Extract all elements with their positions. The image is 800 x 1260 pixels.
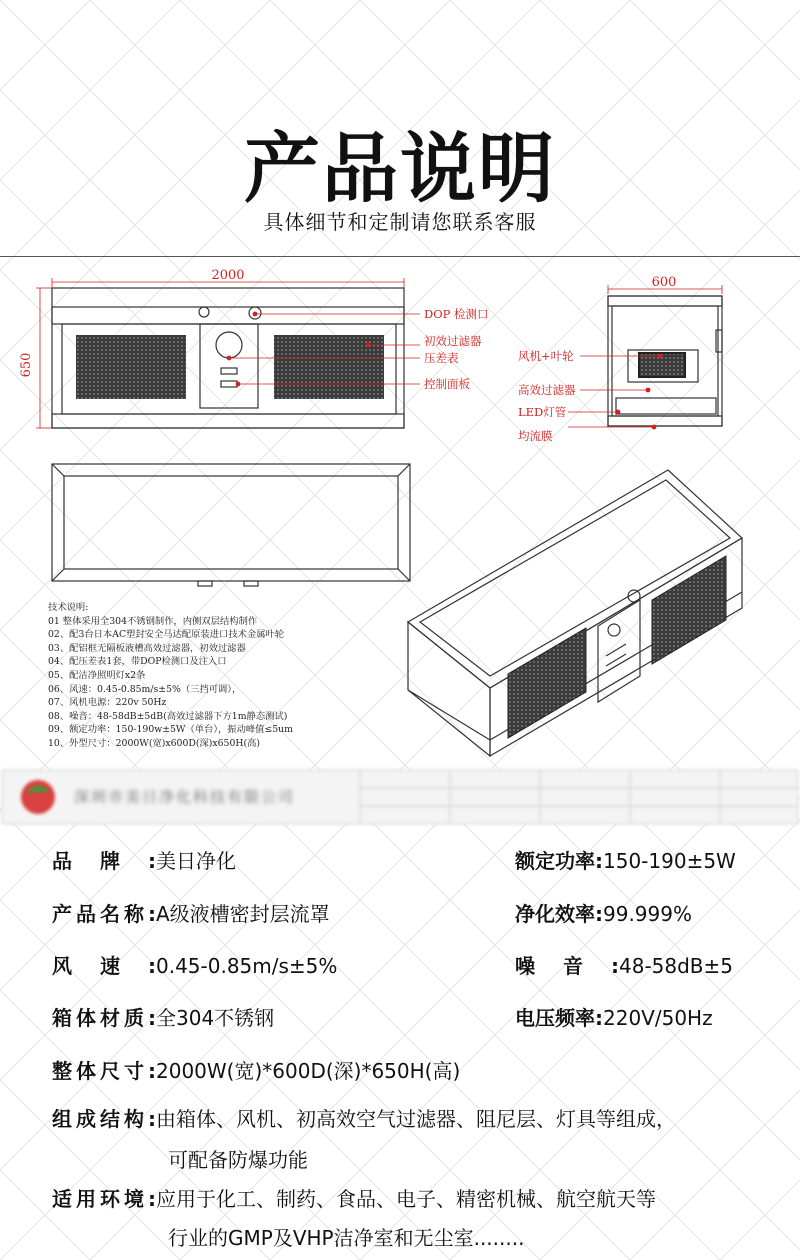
technical-notes [48, 601, 293, 751]
callout-led-tube: LED灯管 [518, 405, 567, 419]
spec-material [52, 1002, 274, 1031]
spec-label: 整体尺寸: [52, 1059, 156, 1083]
note-item: 03、配铝框无隔板液槽高效过滤器，初效过滤器 [48, 642, 246, 654]
spec-value: 0.45-0.85m/s±5% [156, 954, 338, 978]
spec-label: 噪音: [515, 954, 619, 978]
callout-primary-filter: 初效过滤器 [424, 334, 482, 348]
spec-structure [52, 1103, 676, 1132]
callout-control-panel: 控制面板 [424, 377, 470, 391]
spec-value: A级液槽密封层流罩 [156, 902, 330, 926]
note-item: 01 整体采用全304不锈钢制作，内侧双层结构制作 [48, 615, 258, 627]
spec-label: 电压频率: [515, 1006, 603, 1030]
front-grille-left [76, 335, 186, 399]
callout-fan-impeller: 风机+叶轮 [518, 349, 574, 363]
note-item: 08、噪音：48-58dB±5dB(高效过滤器下方1m静态测试) [48, 710, 288, 722]
spec-structure-line2: 可配备防爆功能 [168, 1148, 308, 1172]
spec-brand [52, 845, 236, 874]
spec-power [515, 845, 736, 874]
spec-value: 220V/50Hz [603, 1006, 713, 1030]
spec-value: 48-58dB±5 [619, 954, 734, 978]
note-item: 02、配3台日本AC塑封安全马达配原装进口技术金属叶轮 [48, 629, 285, 641]
spec-value: 全304不锈钢 [156, 1006, 275, 1030]
dim-depth-label: 600 [651, 275, 677, 290]
callout-hepa-filter: 高效过滤器 [518, 383, 576, 397]
spec-value: 美日净化 [156, 849, 236, 873]
spec-label: 品牌: [52, 849, 156, 873]
iso-grille-left [508, 628, 586, 738]
spec-value: 2000W(宽)*600D(深)*650H(高) [156, 1059, 461, 1083]
spec-product-name [52, 898, 330, 927]
spec-value: 由箱体、风机、初高效空气过滤器、阻尼层、灯具等组成， [156, 1107, 676, 1131]
spec-label: 额定功率: [515, 849, 603, 873]
spec-label: 箱体材质: [52, 1006, 156, 1030]
spec-label: 净化效率: [515, 902, 603, 926]
note-item: 06、风速：0.45-0.85m/s±5%（三挡可调）， [48, 683, 242, 695]
section-divider [0, 256, 800, 257]
spec-voltage [515, 1002, 713, 1031]
spec-environment [52, 1183, 656, 1212]
spec-value: 99.999% [603, 902, 692, 926]
note-item: 07、风机电源：220v 50Hz [48, 697, 167, 709]
callout-dop-port: DOP 检测口 [424, 307, 489, 321]
spec-label: 风速: [52, 954, 156, 978]
spec-label: 适用环境: [52, 1187, 156, 1211]
note-item: 10、外型尺寸：2000W(宽)x600D(深)x650H(高) [48, 737, 261, 749]
callout-pressure-gauge: 压差表 [424, 351, 459, 365]
note-item: 09、额定功率：150-190w±5W（单台），振动峰值≤5um [48, 724, 293, 736]
spec-value: 应用于化工、制药、食品、电子、精密机械、航空航天等 [156, 1187, 656, 1211]
spec-label: 产品名称: [52, 902, 156, 926]
dim-width-label: 2000 [211, 268, 245, 283]
spec-value: 150-190±5W [603, 849, 736, 873]
note-item: 04、配压差表1套，带DOP检测口及注入口 [48, 656, 227, 668]
spec-label: 组成结构: [52, 1107, 156, 1131]
notes-title: 技术说明: [48, 602, 89, 613]
spec-air-speed [52, 950, 337, 979]
spec-noise [515, 950, 733, 979]
spec-environment-line2: 行业的GMP及VHP洁净室和无尘室........ [168, 1226, 525, 1250]
iso-grille-right [652, 556, 726, 664]
spec-size [52, 1055, 460, 1084]
page-subtitle: 具体细节和定制请您联系客服 [263, 210, 537, 234]
callout-diffuser-membrane: 均流膜 [518, 429, 553, 443]
company-name: 深圳市美日净化科技有限公司 [74, 788, 296, 806]
note-item: 05、配洁净照明灯x2条 [48, 669, 146, 681]
dim-height-label: 650 [19, 352, 34, 378]
page-title: 产品说明 [244, 124, 556, 213]
spec-efficiency [515, 898, 692, 927]
